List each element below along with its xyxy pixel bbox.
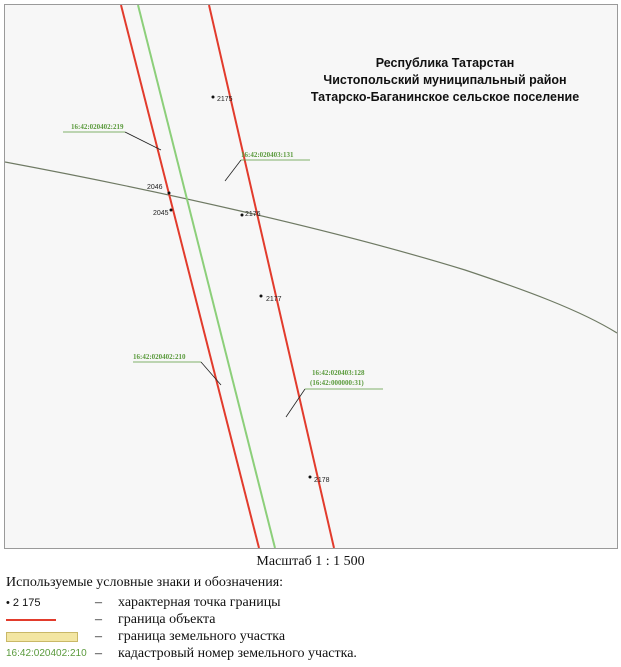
legend-dash: – xyxy=(95,629,102,644)
legend-text: характерная точка границы xyxy=(118,595,281,610)
cadastral-label: (16:42:000000:31) xyxy=(310,379,364,387)
point-label: 2177 xyxy=(266,296,282,303)
point-marker[interactable] xyxy=(168,192,171,195)
cadastral-label: 16:42:020402:219 xyxy=(71,123,124,131)
legend-title: Используемые условные знаки и обозначения: xyxy=(6,575,284,590)
map-area[interactable] xyxy=(4,4,618,549)
point-marker[interactable] xyxy=(170,209,173,212)
legend-row-parcel-boundary xyxy=(6,629,606,645)
point-marker[interactable] xyxy=(260,295,263,298)
point-label: 2175 xyxy=(217,96,233,103)
map-title xyxy=(295,55,595,106)
point-label: 2178 xyxy=(314,477,330,484)
point-marker[interactable] xyxy=(241,214,244,217)
scale-label: Масштаб 1 : 1 500 xyxy=(256,554,365,569)
point-label: 2045 xyxy=(153,210,169,217)
legend-row-cadastral xyxy=(6,646,606,662)
leader-line xyxy=(201,362,221,385)
point-label: 2046 xyxy=(147,184,163,191)
legend-text: граница земельного участка xyxy=(118,629,286,644)
cadastral-label: 16:42:020403:131 xyxy=(241,151,294,159)
leader-line xyxy=(225,160,241,181)
legend-symbol-point: • 2 175 xyxy=(6,597,41,609)
point-marker[interactable] xyxy=(309,476,312,479)
object-boundary-left xyxy=(121,5,259,548)
legend-row-object-boundary xyxy=(6,612,606,628)
legend-dash: – xyxy=(95,595,102,610)
cadastral-label: 16:42:020403:128 xyxy=(312,369,365,377)
legend-text: граница объекта xyxy=(118,612,216,627)
legend-dash: – xyxy=(95,612,102,627)
legend-text: кадастровый номер земельного участка. xyxy=(118,646,357,661)
point-marker[interactable] xyxy=(212,96,215,99)
cadastral-label: 16:42:020402:210 xyxy=(133,353,186,361)
point-label: 2176 xyxy=(245,211,261,218)
legend-dash: – xyxy=(95,646,102,661)
title-line-2: Чистопольский муниципальный район xyxy=(323,73,567,87)
legend-symbol-parcel xyxy=(6,629,86,645)
legend-row-point xyxy=(6,595,606,611)
legend-symbol-red-line xyxy=(6,612,86,628)
title-line-3: Татарско-Баганинское сельское поселение xyxy=(310,90,580,104)
legend-symbol-cadastral: 16:42:020402:210 xyxy=(6,648,87,659)
title-line-1: Республика Татарстан xyxy=(375,56,515,70)
parcel-boundary xyxy=(138,5,275,548)
road-line xyxy=(5,162,617,333)
